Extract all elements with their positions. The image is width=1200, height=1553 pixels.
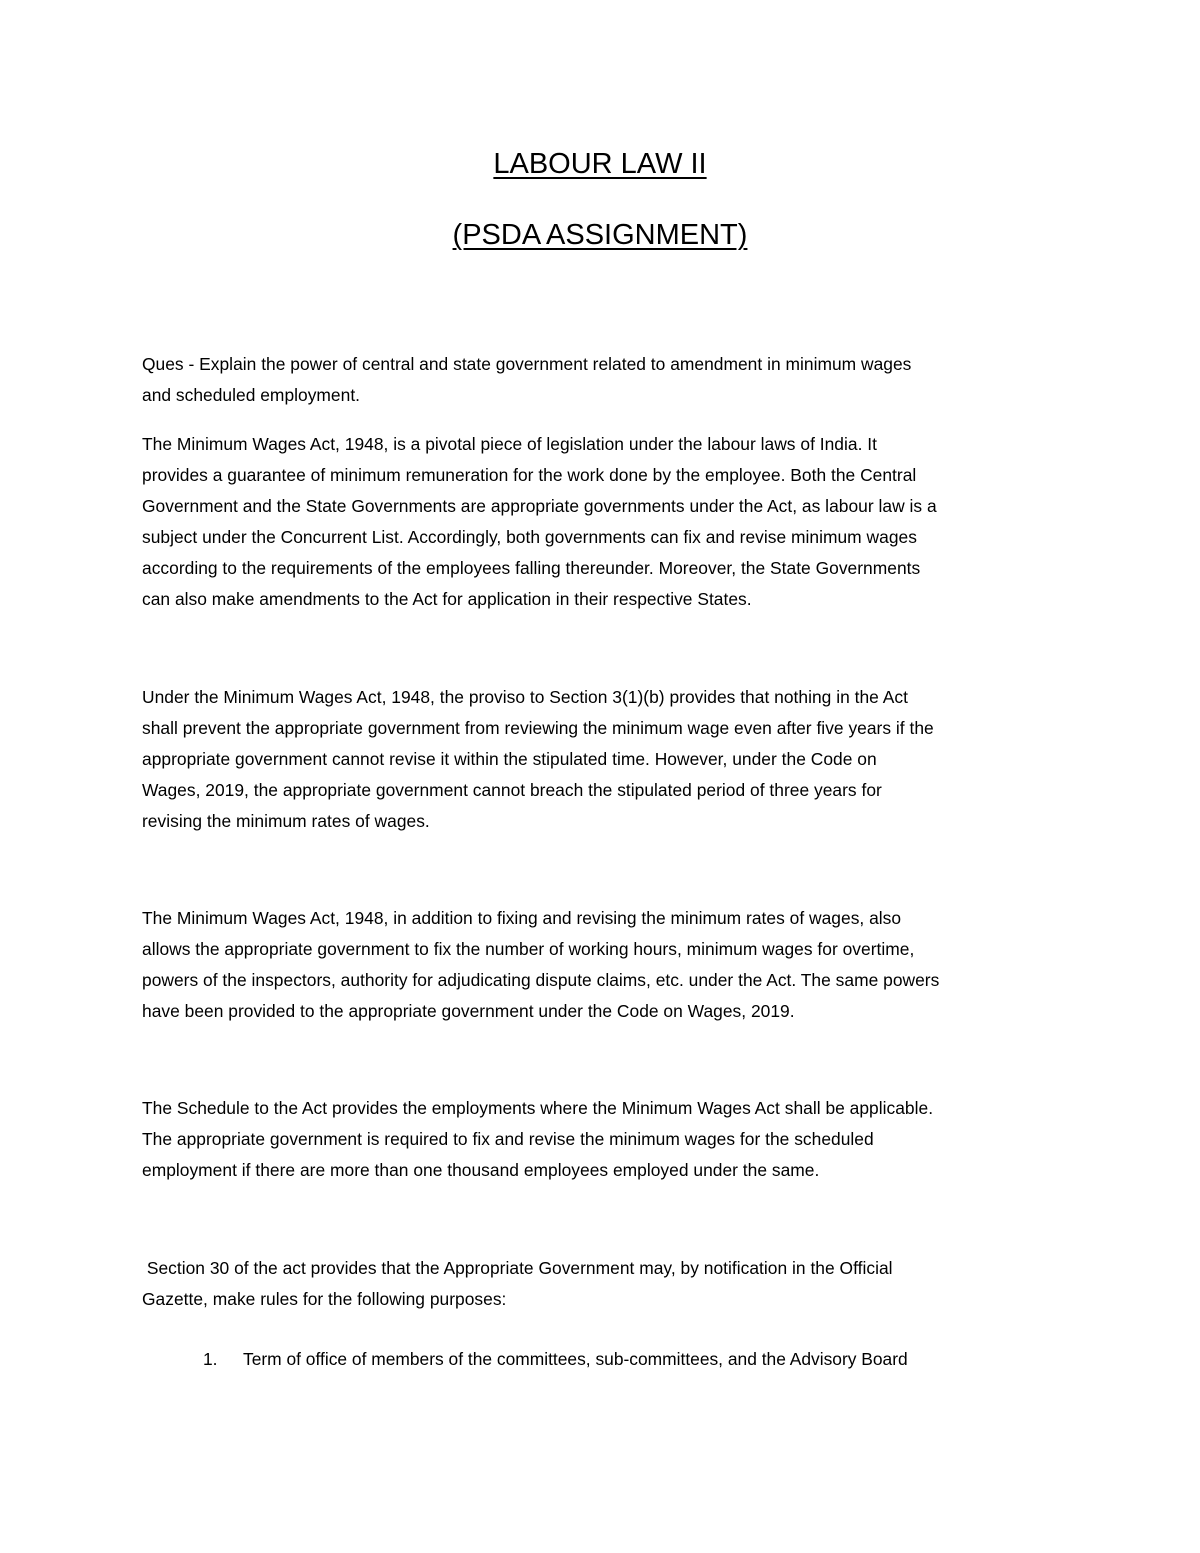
document-title: LABOUR LAW II <box>493 148 707 180</box>
paragraph-line: Wages, 2019, the appropriate government cannot breach the stipulated period of three years for <box>142 780 882 800</box>
paragraph-line: revising the minimum rates of wages. <box>142 811 430 831</box>
paragraph-minimum-wages-act <box>142 429 1072 615</box>
question-line: and scheduled employment. <box>142 385 361 405</box>
list-item <box>203 1344 1103 1375</box>
paragraph-section-3-proviso <box>142 682 1072 837</box>
list-item-number: 1. <box>203 1349 218 1369</box>
paragraph-line: can also make amendments to the Act for application in their respective States. <box>142 589 752 609</box>
paragraph-line: Section 30 of the act provides that the Appropriate Government may, by notification in the Official <box>142 1258 893 1278</box>
question-paragraph <box>142 349 1072 411</box>
paragraph-schedule <box>142 1093 1072 1186</box>
paragraph-line: employment if there are more than one thousand employees employed under the same. <box>142 1160 820 1180</box>
paragraph-line: Government and the State Governments are appropriate governments under the Act, as labour law is a <box>142 496 937 516</box>
paragraph-line: appropriate government cannot revise it within the stipulated time. However, under the Code on <box>142 749 877 769</box>
paragraph-line: Gazette, make rules for the following purposes: <box>142 1289 507 1309</box>
paragraph-line: The appropriate government is required to fix and revise the minimum wages for the scheduled <box>142 1129 874 1149</box>
paragraph-line: shall prevent the appropriate government from reviewing the minimum wage even after five years if the <box>142 718 934 738</box>
paragraph-section-30 <box>142 1253 1072 1315</box>
paragraph-line: allows the appropriate government to fix the number of working hours, minimum wages for overtime, <box>142 939 915 959</box>
paragraph-line: provides a guarantee of minimum remuneration for the work done by the employee. Both the Central <box>142 465 917 485</box>
paragraph-line: powers of the inspectors, authority for adjudicating dispute claims, etc. under the Act. The same powers <box>142 970 940 990</box>
paragraph-line: Under the Minimum Wages Act, 1948, the proviso to Section 3(1)(b) provides that nothing in the Act <box>142 687 908 707</box>
paragraph-line: have been provided to the appropriate government under the Code on Wages, 2019. <box>142 1001 795 1021</box>
paragraph-line: The Minimum Wages Act, 1948, in addition to fixing and revising the minimum rates of wages, also <box>142 908 902 928</box>
paragraph-line: The Minimum Wages Act, 1948, is a pivotal piece of legislation under the labour laws of India. It <box>142 434 877 454</box>
document-subtitle: (PSDA ASSIGNMENT) <box>452 219 748 251</box>
paragraph-line: subject under the Concurrent List. Accordingly, both governments can fix and revise minimum wages <box>142 527 917 547</box>
paragraph-additional-powers <box>142 903 1072 1027</box>
paragraph-line: according to the requirements of the employees falling thereunder. Moreover, the State Governments <box>142 558 921 578</box>
list-item-text: Term of office of members of the committees, sub-committees, and the Advisory Board <box>243 1349 908 1369</box>
question-line: Ques - Explain the power of central and state government related to amendment in minimum wages <box>142 354 912 374</box>
paragraph-line: The Schedule to the Act provides the employments where the Minimum Wages Act shall be applicable. <box>142 1098 934 1118</box>
